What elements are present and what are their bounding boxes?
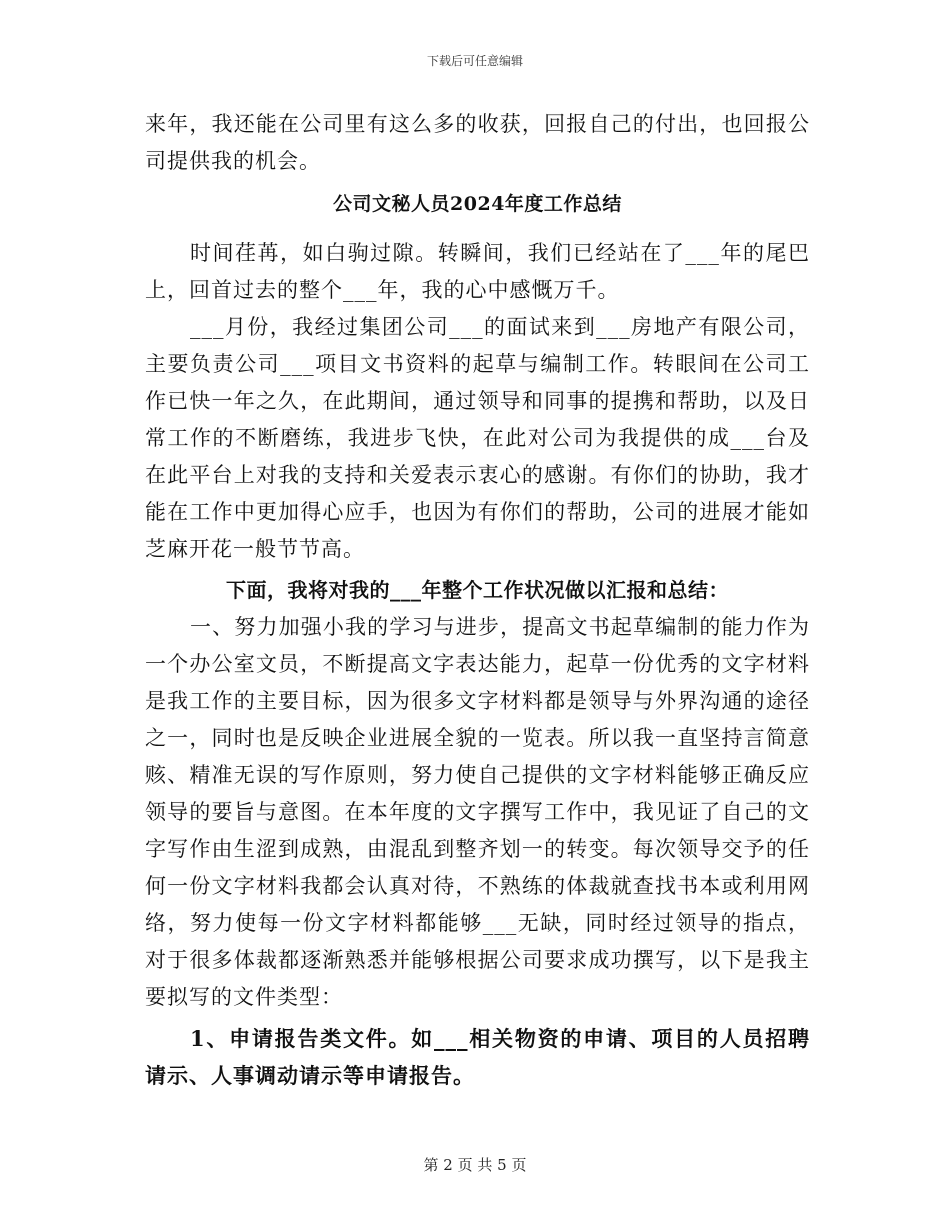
body-paragraph-3: 一、努力加强小我的学习与进步，提高文书起草编制的能力作为一个办公室文员，不断提高文字表达能力，起草一份优秀的文字材料是我工作的主要目标，因为很多文字材料都是领导与外界沟通的途径之一，同时也是反映企业进展全貌的一览表。所以我一直坚持言简意赅、精准无误的写作原则，努力使自己提供的文字材料能够正确反应领导的要旨与意图。在本年度的文字撰写工作中，我见证了自己的文字写作由生涩到成熟，由混乱到整齐划一的转变。每次领导交予的任何一份文字材料我都会认真对待，不熟练的体裁就查找书本或利用网络，努力使每一份文字材料都能够___无缺，同时经过领导的指点，对于很多体裁都逐渐熟悉并能够根据公司要求成功撰写，以下是我主要拟写的文件类型： <box>145 615 810 1009</box>
summary-heading: 下面，我将对我的___年整个工作状况做以汇报和总结： <box>226 578 729 602</box>
document-body <box>145 106 810 1094</box>
body-paragraph-1: 时间荏苒，如白驹过隙。转瞬间，我们已经站在了___年的尾巴上，回首过去的整个___年，我的心中感慨万千。 <box>145 241 810 302</box>
body-paragraph-2: ___月份，我经过集团公司___的面试来到___房地产有限公司，主要负责公司___项目文书资料的起草与编制工作。转眼间在公司工作已快一年之久，在此期间，通过领导和同事的提携和帮助，以及日常工作的不断磨练，我进步飞快，在此对公司为我提供的成___台及在此平台上对我的支持和关爱表示衷心的感谢。有你们的协助，我才能在工作中更加得心应手，也因为有你们的帮助，公司的进展才能如芝麻开花一般节节高。 <box>145 315 810 561</box>
page-number-footer: 第 2 页 共 5 页 <box>423 1156 527 1174</box>
continuation-paragraph: 来年，我还能在公司里有这么多的收获，回报自己的付出，也回报公司提供我的机会。 <box>145 112 810 173</box>
document-title: 公司文秘人员2024年度工作总结 <box>333 193 622 215</box>
page-header-note: 下载后可任意编辑 <box>426 54 523 68</box>
section-subheading-1: 1、申请报告类文件。如___相关物资的申请、项目的人员招聘请示、人事调动请示等申请报告。 <box>145 1026 810 1088</box>
